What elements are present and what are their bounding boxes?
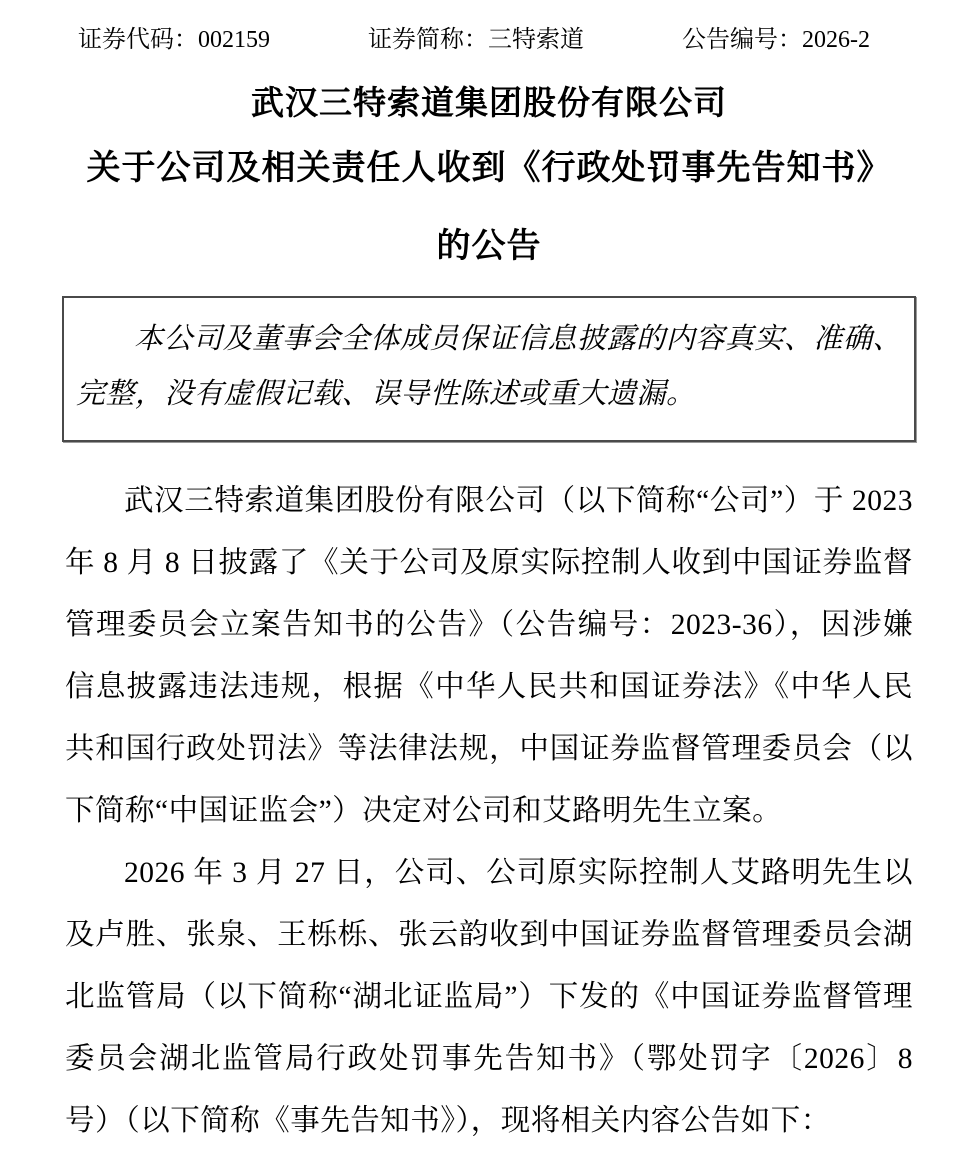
company-name-title: 武汉三特索道集团股份有限公司 — [251, 84, 727, 121]
document-header — [0, 24, 978, 56]
announcement-number: 公告编号：2026-2 — [682, 27, 870, 53]
paragraph-case-filing-background: 武汉三特索道集团股份有限公司（以下简称“公司”）于 2023 年 8 月 8 日披露了《关于公司及原实际控制人收到中国证券监督管理委员会立案告知书的公告》（公告编号：2023-36），因涉嫌信息披露违法违规，根据《中华人民共和国证券法》《中华人民共和国行政处罚法》等法律法规，中国证券监督管理委员会（以下简称“中国证监会”）决定对公司和艾路明先生立案。 — [65, 485, 913, 827]
announcement-body — [65, 442, 913, 1152]
stock-short-name: 证券简称：三特索道 — [368, 27, 584, 53]
disclaimer-text: 本公司及董事会全体成员保证信息披露的内容真实、准确、完整，没有虚假记载、误导性陈述或重大遗漏。 — [76, 323, 902, 410]
announcement-subject-title: 关于公司及相关责任人收到《行政处罚事先告知书》 — [86, 149, 892, 187]
paragraph-notice-received: 2026 年 3 月 27 日，公司、公司原实际控制人艾路明先生以及卢胜、张泉、王栎栎、张云韵收到中国证券监督管理委员会湖北监管局（以下简称“湖北证监局”）下发的《中国证券监督管理委员会湖北监管局行政处罚事先告知书》（鄂处罚字〔2026〕8 号）（以下简称《事先告知书》），现将相关内容公告如下： — [65, 857, 913, 1137]
title-block — [0, 84, 978, 266]
disclaimer-box — [62, 296, 916, 442]
announcement-suffix-title: 的公告 — [436, 227, 542, 265]
stock-code: 证券代码：002159 — [78, 27, 270, 53]
